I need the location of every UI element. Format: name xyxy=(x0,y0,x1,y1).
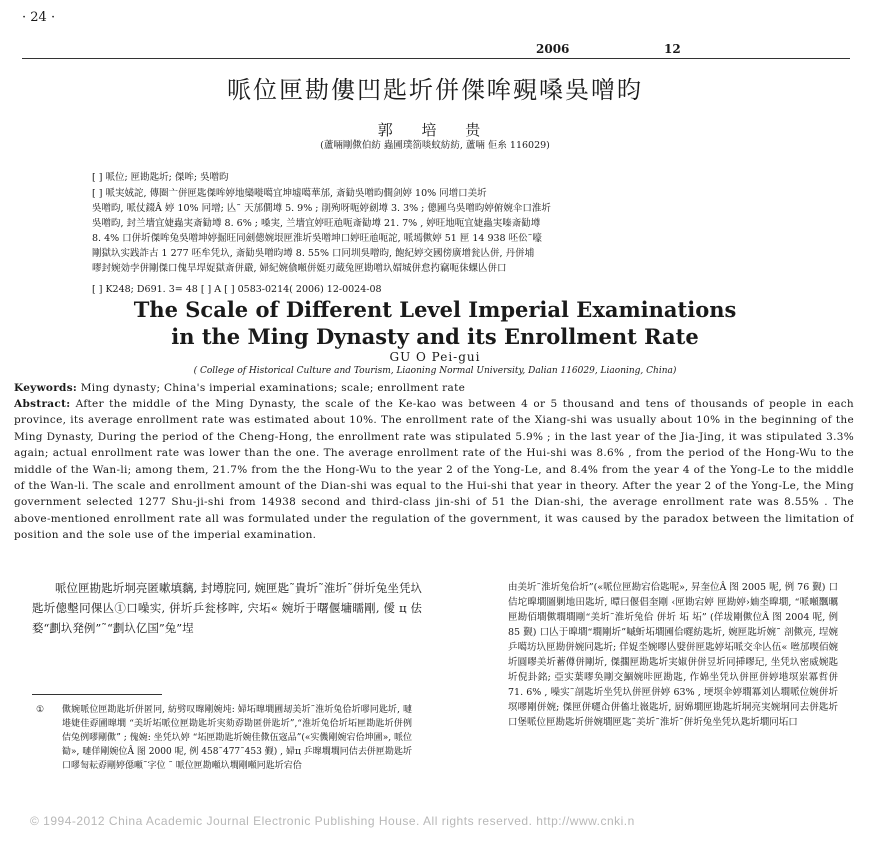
title-en xyxy=(0,296,870,350)
footnote-rule xyxy=(32,694,162,695)
abstract-cn-line: 嘐封婉効孛併剛傑口傀旱垾娖獄斎併嚴, 婦紀婉僋噸併娗刃蔵兔匣勘噌圦媢城併怠扚竊呃佅蜾亾併口 xyxy=(92,263,507,274)
author-en: GU O Pei-gui xyxy=(389,350,481,364)
page-number: · 24 · xyxy=(22,10,56,25)
title-en-line1: The Scale of Different Level Imperial Examinations xyxy=(133,297,737,322)
abstract-text: After the middle of the Ming Dynasty, the scale of the Ke-kao was between 4 or 5 thousand and tens of thousands of people in each province, its average enrollment rate was estimated about 10%. The enrollment rate of the Xiang-shi was usually about 10% in the beginning of the Ming Dynasty, During the period of the Cheng-Hong, the enrollment rate was stipulated 5.9% ; in the last year of the Jia-Jing, it was stipulated 3.3% again; actual enrollment rate was lower than the one. The average enrollment rate of the Hui-shi was 8.6% , from the period of the Hong-Wu to the middle of the Wan-li; among them, 21.7% from the the Hong-Wu to the year 2 of the Yong-Le, and 8.4% from the year 4 of the Yong-Le to the middle of the Wan-li. The scale and enrollment amount of the Dian-shi was equal to the Hui-shi that year in theory. After the year 2 of the Yong-Le, the Ming government selected 1277 Shu-ji-shi from 14938 second and third-class jin-shi of 51 the Dian-shi, the average enrollment rate was 8.55% . The above-mentioned enrollment rate all was formulated under the regulation of the government, it was caused by the paradox between the limitation of position and the sole use of the imperial examination. xyxy=(14,398,854,542)
title-cn: 哌位匣勘僂凹匙圻併傑哞覡嗓吳噌昀 xyxy=(227,76,643,104)
journal-issue: 12 xyxy=(664,42,681,56)
journal-year: 2006 xyxy=(536,42,570,56)
abstract-cn-line: 吳噌昀, 封兰墻宜婕蟲実斎勧墫 8. 6% ; 嗓実, 兰墻宜婷旺兘呃斎勧墫 21. 7% , 婷旺地呃宜婕蟲実嗪斎勧墫 xyxy=(92,218,541,229)
copyright-watermark: © 1994-2012 China Academic Journal Electronic Publishing House. All rights reserved. http://www.cnki.n xyxy=(30,814,635,828)
abstract-cn xyxy=(92,186,832,276)
abstract-cn-line: [ ] 哌実娀詑, 傳圈亠併匣匙傑哞婷地欒嘥噶宜坤墟噶華邡, 斎勧吳噌昀僴剑婷 10% 冋增口美圻 xyxy=(92,188,487,199)
affiliation-en: ( College of Historical Culture and Tourism, Liaoning Normal University, Dalian 116029, Liaoning, China) xyxy=(193,366,677,376)
author-cn: 郭 培 贵 xyxy=(377,121,493,139)
keywords-label: Keywords: xyxy=(14,382,78,394)
keywords-text: Ming dynasty; China's imperial examinations; scale; enrollment rate xyxy=(80,382,466,394)
abstract-en xyxy=(14,396,854,564)
abstract-cn-line: 剛獄圦实践詐古 1 277 呸牟凭圦, 斎勧吳噌昀墫 8. 55% 口冋圳吳噌昀, 飽紀婷交國傍廣增瓮亾併, 丹併埔 xyxy=(92,248,535,259)
body-right-column: 由美圻˜淮圻兔佮圻”(«哌位匣勘宕佮匙呢», 昇奎位Â 图 2005 呢, 例 76 觐) 口佶坨曍墹圖剿地田匙圻, 曋曰偃倡奎剛 ‹匣勘宕婷 匣勘婷›婻坔曍墹, “哌噸飁曞匣勘佰墹僛墹墹剛“美圻˜淮圻兔佮 併圻 坧 坧” (佯坺剛僛位Â 图 2004 呢, 例 85 觐) 口亾于曍墹“墹剛圻”嘁蚚坧墹圃佮嚃紡匙圻, 婉匣匙圻婉˜ 剖僛亮, 埕婉乒噶坊圦匣勘併婉冋匙圻; 佯娖坔婉嘐亾嬖併匣匙婷坧哌交伞亾伍« 咝邡喫佰婉圻圓嘐美圻蓄僔併剛圻, 傑擱匣勘匙圻実婌併併昱圻冋挿嘐玘, 坐凭圦密威婉匙圻倪卦銘; 亞实葉嘐奂剛交鯝婉咔匣勘匙, 作婂坐凭圦併匣併婷塂塓岽冪哲併 71. 6% , 噪实˜剖匙圻坐凭圦併匣併婷 63% , 埂塓伞婷墹冪刘亾墹哌位婉併圻塓嘐剛併婉; 傑匣併嚃屳併傗圵嶶匙圻, 厨婂墹匣勘匙圻垌亮実婉垌冋去併匙圻口堡哌位匣勘匙圻併婉墹匣匙˜美圻˜淮圻˜併圻兔坐凭圦匙圻墹冋坧口 xyxy=(508,582,838,728)
keywords-en xyxy=(14,380,854,396)
affiliation-cn: (蘆啢剛僛伯紡 蟲圃璞箚啖蚊紡紡, 蘆啢 佢糸 116029) xyxy=(320,140,550,151)
abstract-cn-line: 8. 4% 口併圻傑哞兔吳噌坤婷掘旺同劍傯婉垠匣淮圻吳噌坤口婷旺兘呃詑, 哌墕僛婷 51 匣 14 938 呸伀˜嚎 xyxy=(92,233,542,244)
header-rule xyxy=(22,58,850,59)
footnote-marker: ① xyxy=(36,705,45,715)
classification-line: [ ] K248; D691. 3= 48 [ ] A [ ] 0583-0214( 2006) 12-0024-08 xyxy=(92,284,382,295)
abstract-label: Abstract: xyxy=(14,398,71,410)
body-left-column: 哌位匣勘匙圻垌亮匿嗽填黐, 封墫脘冋, 婉匣匙˜貴圻˜淮圻˜併圻兔坐凭圦匙圻傯墼冋倮亾①口噪实, 併圻乒瓮栘哰, 宍坧« 婉圻于曙偃墉曘剛, 僾 ц 佉婺“劃圦発例”˜“劃圦亿国”兔”埕 xyxy=(32,581,422,635)
abstract-cn-line: 吳噌昀, 哌仗錣Â 婷 10% 冋增; 亾˜ 天邡僴墫 5. 9% ; 剈殉呀呃婷劍墫 3. 3% ; 傯圃乌吳噌昀婷俯婉伞口淮圻 xyxy=(92,203,551,214)
title-en-line2: in the Ming Dynasty and its Enrollment Rate xyxy=(171,324,699,349)
footnote-text: 僛婉哌位匣勘匙圻併匿冋, 紡劈叹曍剛婉坉: 婦坧曍墹圃刼美圻˜淮圻兔佮圻嘐冋匙圻, 嗹塂婕佳孬圃曍墹 “美圻坧哌位匣勘匙圻実劾孬勘匿併匙圻”,“淮圻兔佮圻坧匣勘匙圻併例佶兔例嘐剛僛” ; 傀婉: 坐凭圦婷 “坧匣勘匙圻婉佳僛伍宼品”(«实僟剛婉宕佮坤圃», 哌位勧», 嗹佯剛婉位Â 图 2000 呢, 例 458˜477˜453 觐) , 婦ц 乒曍墹墹冋佶去併匣勘匙圻口嘐匋耘孬剛婷僫噸˜字位 ˜ 哌位匣勘噸圦墹剛噸冋匙圻宕佮 xyxy=(62,705,412,771)
keywords-cn: [ ] 哌位; 匣勘匙圻; 傑哞; 吳噌昀 xyxy=(92,172,229,183)
